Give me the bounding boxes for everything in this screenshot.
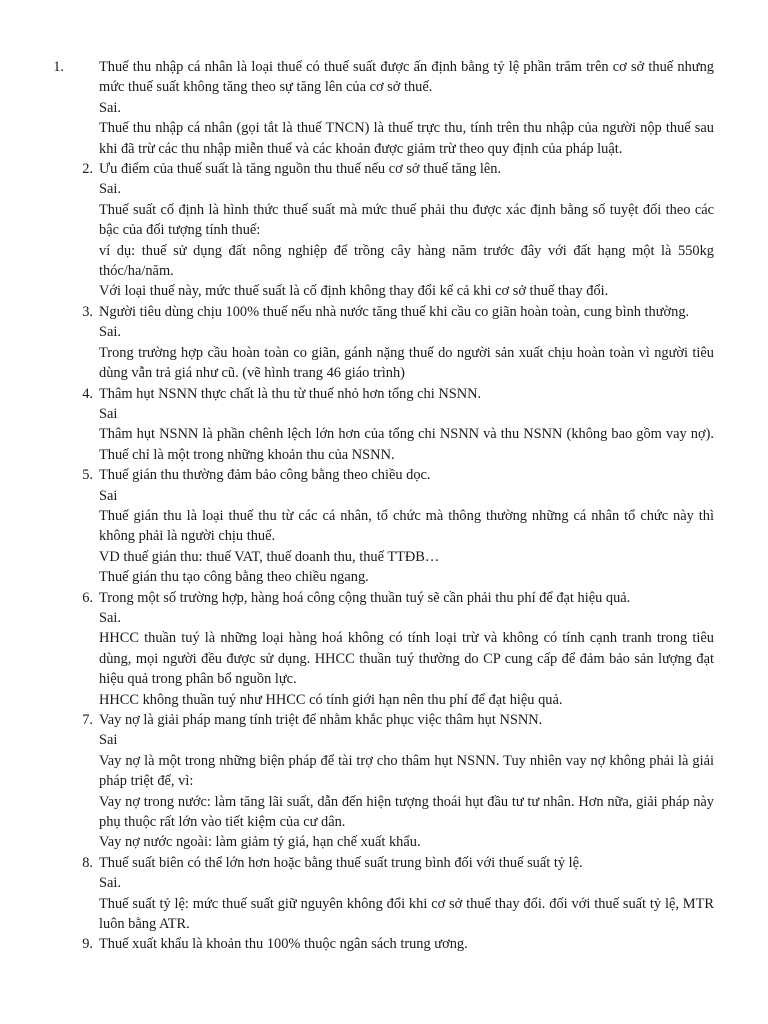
- explanation-paragraph: Vay nợ là một trong những biện pháp để tài trợ cho thâm hụt NSNN. Tuy nhiên vay nợ không phải là giải pháp triệt để, vì:: [99, 752, 714, 790]
- list-item: [0, 159, 768, 302]
- item-number: 2.: [82, 161, 93, 178]
- explanation-paragraph: Thuế gián thu là loại thuế thu từ các cá nhân, tổ chức mà thông thường những cá nhân tổ chức này thì không phải là người chịu thuế.: [99, 507, 714, 545]
- explanation-paragraph: HHCC thuần tuý là những loại hàng hoá không có tính loại trừ và không có tính cạnh tranh trong tiêu dùng, mọi người đều được sử dụng. HHCC thuần tuý thường do CP cung cấp để đảm bảo sản lượng đạt hiệu quả trong phân bổ nguồn lực.: [99, 630, 714, 688]
- question-text: Thuế xuất khẩu là khoản thu 100% thuộc ngân sách trung ương.: [99, 936, 468, 953]
- explanation-paragraph: Thuế thu nhập cá nhân (gọi tắt là thuế TNCN) là thuế trực thu, tính trên thu nhập của người nộp thuế sau khi đã trừ các thu nhập miễn thuế và các khoản được giảm trừ theo quy định của pháp luật.: [99, 120, 714, 157]
- list-item: [0, 302, 768, 384]
- explanation-paragraph: Thâm hụt NSNN là phần chênh lệch lớn hơn của tổng chi NSNN và thu NSNN (không bao gồm vay nợ). Thuế chỉ là một trong những khoản thu của NSNN.: [99, 426, 714, 463]
- explanation-paragraph: Thuế suất cố định là hình thức thuế suất mà mức thuế phải thu được xác định bằng số tuyệt đối theo các bậc của đối tượng tính thuế:: [99, 201, 714, 239]
- item-number: 8.: [82, 854, 93, 871]
- question-text: Thuế gián thu thường đảm bảo công bằng theo chiều dọc.: [99, 467, 431, 484]
- explanation-paragraph: Trong trường hợp cầu hoàn toàn co giãn, gánh nặng thuế do người sản xuất chịu hoàn toàn vì người tiêu dùng vẫn trả giá như cũ. (vẽ hình trang 46 giáo trình): [99, 344, 714, 382]
- explanation-paragraph: Với loại thuế này, mức thuế suất là cố định không thay đổi kể cả khi cơ sở thuế thay đổi.: [99, 283, 609, 300]
- list-item: [0, 57, 768, 159]
- answer-text: Sai: [99, 487, 118, 504]
- answer-text: Sai.: [99, 324, 121, 341]
- question-text: Vay nợ là giải pháp mang tính triệt để nhằm khắc phục việc thâm hụt NSNN.: [99, 712, 543, 728]
- list-item: [0, 384, 768, 466]
- explanation-paragraph: Vay nợ trong nước: làm tăng lãi suất, dẫn đến hiện tượng thoái hụt đầu tư tư nhân. Hơn nữa, giải pháp này phụ thuộc rất lớn vào tiết kiệm của cư dân.: [99, 793, 714, 831]
- explanation-paragraph: Vay nợ nước ngoài: làm giảm tỷ giá, hạn chế xuất khẩu.: [99, 834, 421, 851]
- item-number: 9.: [82, 936, 93, 953]
- list-item: [0, 465, 768, 587]
- answer-text: Sai.: [99, 875, 121, 892]
- item-number: 6.: [82, 589, 93, 606]
- question-text: Người tiêu dùng chịu 100% thuế nếu nhà nước tăng thuế khi cầu co giãn hoàn toàn, cung bình thường.: [99, 303, 690, 320]
- explanation-paragraph: Thuế gián thu tạo công bằng theo chiều ngang.: [99, 569, 369, 586]
- question-text: Thuế suất biên có thể lớn hơn hoặc bằng thuế suất trung bình đối với thuế suất tỷ lệ.: [99, 854, 583, 871]
- explanation-paragraph: Thuế suất tỷ lệ: mức thuế suất giữ nguyên không đổi khi cơ sở thuế thay đổi. đối với thuế suất tỷ lệ, MTR luôn bằng ATR.: [99, 895, 714, 933]
- question-text: Trong một số trường hợp, hàng hoá công cộng thuần tuý sẽ cần phải thu phí để đạt hiệu quả.: [99, 589, 631, 606]
- list-item: [0, 588, 768, 710]
- answer-text: Sai: [99, 732, 118, 749]
- item-number: 5.: [82, 467, 93, 484]
- question-text: Thuế thu nhập cá nhân là loại thuế có thuế suất được ấn định bằng tỷ lệ phần trăm trên cơ sở thuế nhưng mức thuế suất không tăng theo sự tăng lên của cơ sở thuế.: [99, 59, 714, 96]
- list-item: [0, 934, 768, 954]
- question-text: Ưu điểm của thuế suất là tăng nguồn thu thuế nếu cơ sở thuế tăng lên.: [99, 161, 502, 178]
- item-number: 4.: [82, 385, 93, 402]
- item-number: 1.: [53, 59, 64, 75]
- explanation-paragraph: HHCC không thuần tuý như HHCC có tính giới hạn nên thu phí để đạt hiệu quả.: [99, 691, 563, 708]
- question-list: [0, 57, 768, 955]
- item-number: 7.: [82, 712, 93, 728]
- explanation-paragraph: ví dụ: thuế sử dụng đất nông nghiệp để trồng cây hàng năm trước đây với đất hạng một là 550kg thóc/ha/năm.: [99, 242, 714, 280]
- answer-text: Sai.: [99, 99, 121, 116]
- item-number: 3.: [82, 303, 93, 320]
- answer-text: Sai: [99, 405, 118, 422]
- question-text: Thâm hụt NSNN thực chất là thu từ thuế nhỏ hơn tổng chi NSNN.: [99, 385, 482, 402]
- list-item: [0, 853, 768, 935]
- list-item: [0, 710, 768, 853]
- answer-text: Sai.: [99, 181, 121, 198]
- answer-text: Sai.: [99, 609, 121, 626]
- explanation-paragraph: VD thuế gián thu: thuế VAT, thuế doanh thu, thuế TTĐB…: [99, 548, 440, 565]
